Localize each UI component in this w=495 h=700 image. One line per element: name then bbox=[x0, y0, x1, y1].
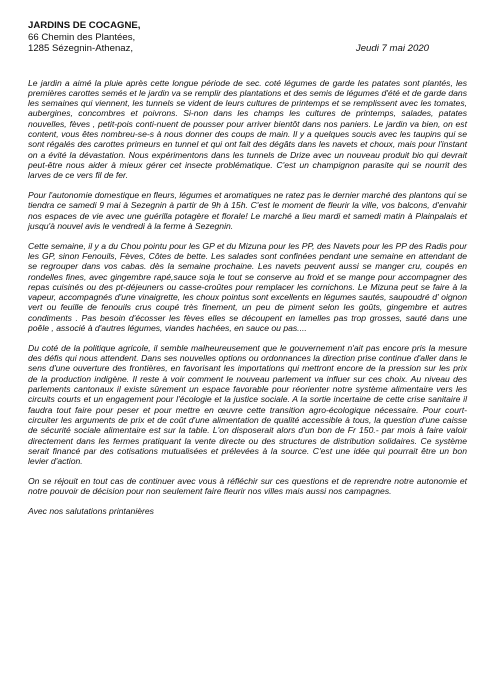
paragraph-weekly-basket: Cette semaine, il y a du Chou pointu pour les GP et du Mizuna pour les PP, des Navets pour les PP des Radis pour les GP, sinon Fenouils, Fèves, Côtes de bette. Les salades sont confinées pendant une semaine en attendant de se regrouper dans vos cabas. dès la semaine prochaine. Les navets peuvent aussi se manger cru, coupés en rondelles fines, avec gingembre rapé,sauce soja le tout se conserve au froid et se mange pour accompagner des repas cuisinés ou des pt-déjeuners ou casse-croûtes pour remplacer les cornichons. Le Mizuna peut se faire à la vapeur, accompagnés d'une vinaigrette, les choux pointus sont excellents en légumes sautés, saupoudré d' oignon vert ou feuille de fenouils crus coupé très finement, un peu de piment selon les goûts, gingembre et autres condiments . Pas besoin d'écosser les fèves elles se découpent en lamelles pas trop grosses, sauté dans une poêle , associé à d'autres légumes, viandes hachées, en sauce ou pas.... bbox=[28, 240, 467, 334]
sender-address-line1: 66 Chemin des Plantées, bbox=[28, 31, 136, 43]
paragraph-garden-news: Le jardin a aimé la pluie après cette longue période de sec. coté légumes de garde les patates sont plantés, les premières carottes semés et le jardin va se remplir des plantations et des semis de légumes d'été et de garde dans les semaines qui viennent, les tunnels se vident de leurs cultures de printemps et se remplissent avec les tomates, aubergines, concombres et poivrons. Si-non dans les champs les cultures de printemps, salades, patates nouvelles, fèves , petit-pois conti-nuent de pousser pour arriver bientôt dans nos paniers. Le jardin va bien, on est content, vous êtes nombreu-se-s à nous donner des coups de main. Il y a quelques soucis avec les taupins qui se sont régalés des carottes primeurs en tunnel et qui ont fait des dégâts dans les navets et choux, mais pour l'instant on a évité la dévastation. Nous expérimentons dans les tunnels de Drize avec un nouveau produit bio qui devrait peut-être nous aider à mieux gérer cet insecte problématique. C'est un champignon parasite qui se nourrit des larves de ce vers fil de fer. bbox=[28, 77, 467, 181]
letter-header bbox=[28, 20, 467, 55]
closing-salutation: Avec nos salutations printanières bbox=[28, 505, 154, 516]
sender-address-line2: 1285 Sézegnin-Athenaz, bbox=[28, 43, 134, 54]
letter-date: Jeudi 7 mai 2020 bbox=[355, 43, 429, 54]
paragraph-conclusion: On se réjouit en tout cas de continuer avec vous à réfléchir sur ces questions et de reprendre notre autonomie et notre pouvoir de décision pour non seulement faire fleurir nos villes mais aussi nos campagnes. bbox=[28, 475, 467, 497]
letter-body bbox=[28, 78, 467, 517]
paragraph-plant-market: Pour l'autonomie domestique en fleurs, légumes et aromatiques ne ratez pas le dernier marché des plantons qui se tiendra ce samedi 9 mai à Sezegnin à partir de 9h à 15h. C'est le moment de fleurir la ville, vos balcons, d'envahir nos espaces de vie avec une guérilla potagère et florale! Le marché a lieu mardi et samedi matin à Plainpalais et jusqu'à nouvel avis le vendredi à la ferme à Sezegnin. bbox=[28, 189, 467, 231]
paragraph-agricultural-policy: Du coté de la politique agricole, il semble malheureusement que le gouvernement n'ait pas encore pris la mesure des défis qui nous attendent. Dans ses nouvelles options ou ordonnances la direction prise continue d'aller dans le sens d'une ouverture des frontières, en favorisant les importations qui mettront encore de la pression sur les prix de la production indigène. Il reste à voir comment le nouveau parlement va influer sur ces choix. Au niveau des parlements cantonaux il existe sûrement un espace favorable pour réorienter notre système alimentaire vers les circuits courts et un engagement pour l'écologie et la justice sociale. A la sortie incertaine de cette crise sanitaire il faudra tout faire pour peser et pour mettre en œuvre cette transition agro-écologique nécessaire. Pour court-circuiter les arguments de prix et de coût d'une alimentation de qualité accessible à tous, la question d'une caisse de sécurité sociale alimentaire est sur la table. L'on disposerait alors d'un bon de Fr 150.- par mois à faire valoir directement dans les fermes pratiquant la vente directe ou des structures de distribution solidaires. Ce système serait financé par des cotisations mutualisées et prélevées à la source. C'est une idée qui pourrait être un bon levier d'action. bbox=[28, 342, 467, 467]
sender-name: JARDINS DE COCAGNE, bbox=[28, 20, 141, 31]
